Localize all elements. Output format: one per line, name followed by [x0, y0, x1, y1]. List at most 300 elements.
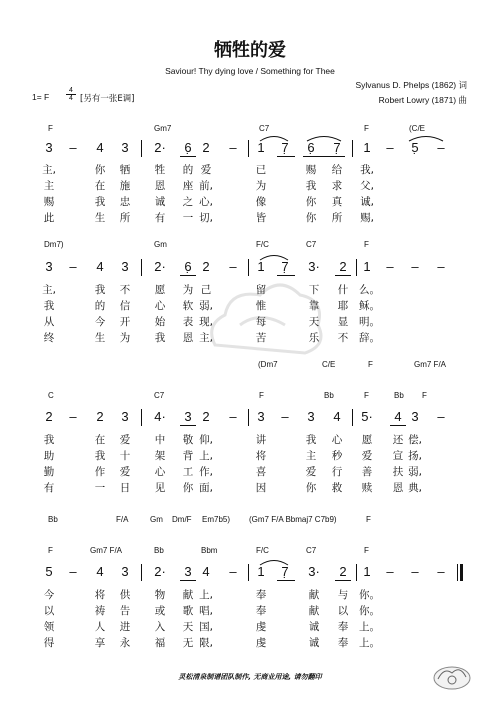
note: 3 — [121, 140, 129, 155]
note: 5̣ — [411, 140, 419, 155]
note: 6̣ — [184, 140, 192, 155]
lyric: 勤 — [43, 466, 55, 478]
lyric: 始 — [154, 316, 166, 328]
chord: Gm — [154, 240, 167, 249]
beam — [180, 580, 196, 581]
bar-line — [141, 409, 142, 426]
song-subtitle: Saviour! Thy dying love / Something for Thee — [165, 66, 335, 76]
lyric: 仰, — [199, 434, 213, 446]
lyric: 弱, — [199, 300, 213, 312]
lyric: 终 — [43, 332, 55, 344]
chord: C7 — [259, 124, 270, 133]
chord: F — [364, 124, 369, 133]
note: 6̣ — [307, 140, 315, 155]
lyric: 为 — [182, 284, 194, 296]
lyric: 行 — [331, 466, 343, 478]
bar-line — [141, 564, 142, 581]
lyric: 辞。 — [359, 332, 380, 344]
note: 3 — [257, 409, 265, 424]
chord: F/C — [256, 240, 269, 249]
lyric: 爱 — [305, 466, 317, 478]
lyric: 唱, — [199, 605, 213, 617]
note: 3· — [308, 259, 320, 274]
lyric: 心 — [154, 300, 166, 312]
note: 6̣ — [184, 259, 192, 274]
lyric: 生 — [94, 332, 106, 344]
lyric: 今 — [94, 316, 106, 328]
lyric: 我 — [154, 332, 166, 344]
chord: C7 — [306, 546, 317, 555]
lyric: 为 — [119, 332, 131, 344]
note: 5· — [361, 409, 373, 424]
lyric: 生 — [94, 212, 106, 224]
lyric: 从 — [43, 316, 55, 328]
note: – — [411, 564, 419, 579]
chord: Gm7 F/A — [90, 546, 123, 555]
lyric: 心 — [154, 466, 166, 478]
lyric: 的 — [182, 164, 194, 176]
bar-line — [141, 259, 142, 276]
note: 3 — [45, 259, 53, 274]
lyric: 背 — [182, 450, 194, 462]
note: 4 — [202, 564, 210, 579]
slur — [305, 133, 343, 143]
note: – — [69, 564, 77, 579]
note: – — [229, 140, 237, 155]
note: 7̣ — [281, 140, 289, 155]
lyric: 讲 — [255, 434, 267, 446]
lyric: 牲 — [154, 164, 166, 176]
lyric: 爱 — [119, 466, 131, 478]
chord: C7 — [154, 391, 165, 400]
chord: Bb — [324, 391, 334, 400]
lyric: 开 — [119, 316, 131, 328]
team-logo-icon — [432, 661, 472, 691]
note: 1 — [363, 140, 371, 155]
lyric: 助 — [43, 450, 55, 462]
lyric: 你 — [182, 482, 194, 494]
key-signature: 1= F — [32, 92, 50, 102]
note: – — [386, 564, 394, 579]
lyric: 歌 — [182, 605, 194, 617]
lyric: 己 — [200, 284, 212, 296]
lyric: 表 — [182, 316, 194, 328]
note: 3· — [308, 564, 320, 579]
lyric: 在 — [94, 180, 106, 192]
alt-chord: (Gm7 F/A Bbmaj7 C7b9) — [249, 515, 337, 524]
lyric: 赐 — [43, 196, 55, 208]
lyric: 切, — [199, 212, 213, 224]
note: 2· — [154, 140, 166, 155]
lyric: 诚 — [154, 196, 166, 208]
time-signature — [66, 87, 76, 102]
lyric: 供 — [119, 589, 131, 601]
bar-line — [356, 259, 357, 276]
lyric: 限, — [199, 637, 213, 649]
chord: F — [422, 391, 427, 400]
lyric: 留 — [255, 284, 267, 296]
lyric: 工 — [182, 466, 194, 478]
lyric: 今 — [43, 589, 55, 601]
note: 2 — [202, 259, 210, 274]
note: 3 — [184, 564, 192, 579]
note: 3 — [121, 409, 129, 424]
chord: Bb — [394, 391, 404, 400]
lyric: 奉 — [255, 589, 267, 601]
bar-line — [248, 564, 249, 581]
lyric: 赐, — [360, 212, 374, 224]
lyric: 诚 — [308, 621, 320, 633]
note: 2 — [339, 259, 347, 274]
note: – — [229, 409, 237, 424]
lyric: 享 — [94, 637, 106, 649]
lyric: 我, — [360, 164, 374, 176]
lyric: 一 — [182, 212, 194, 224]
lyric: 天 — [182, 621, 194, 633]
note: – — [281, 409, 289, 424]
lyric: 你。 — [359, 605, 380, 617]
note: 3 — [121, 259, 129, 274]
lyric: 上, — [199, 589, 213, 601]
note: – — [411, 259, 419, 274]
lyric: 恩 — [154, 180, 166, 192]
lyric: 主, — [199, 332, 213, 344]
note: 4 — [394, 409, 402, 424]
lyric: 诚 — [308, 637, 320, 649]
note: – — [229, 259, 237, 274]
note: – — [437, 564, 445, 579]
lyric: 我 — [43, 300, 55, 312]
lyric: 爱 — [361, 450, 373, 462]
note: 4 — [96, 140, 104, 155]
chord: F — [364, 546, 369, 555]
lyric: 我 — [94, 450, 106, 462]
lyric: 显 — [337, 316, 349, 328]
lyric: 不 — [337, 332, 349, 344]
note: 5 — [45, 564, 53, 579]
note: 3 — [184, 409, 192, 424]
lyric: 的 — [94, 300, 106, 312]
lyric: 我 — [94, 196, 106, 208]
slur — [258, 557, 290, 567]
lyricist-credit: Sylvanus D. Phelps (1862) 词 — [355, 80, 467, 90]
lyric: 施 — [119, 180, 131, 192]
alt-chord: F/A — [116, 515, 129, 524]
lyric: 偿, — [408, 434, 422, 446]
alt-chord: Gm7 F/A — [414, 360, 447, 369]
lyric: 还 — [392, 434, 404, 446]
lyric: 我 — [43, 434, 55, 446]
lyric: 真 — [331, 196, 343, 208]
lyric: 天 — [308, 316, 320, 328]
lyric: 中 — [154, 434, 166, 446]
note: 7̣ — [333, 140, 341, 155]
slur — [258, 133, 290, 143]
note: – — [229, 564, 237, 579]
note: 1 — [257, 564, 265, 579]
lyric: 无 — [182, 637, 194, 649]
lyric: 什 — [337, 284, 349, 296]
chord: F — [48, 124, 53, 133]
lyric: 日 — [119, 482, 131, 494]
beam — [180, 156, 196, 157]
alt-chord: Dm/F — [172, 515, 192, 524]
lyric: 此 — [43, 212, 55, 224]
lyric: 面, — [199, 482, 213, 494]
slur — [258, 252, 290, 262]
lyric: 物 — [154, 589, 166, 601]
lyric: 现, — [199, 316, 213, 328]
note: – — [386, 259, 394, 274]
lyric: 赐 — [305, 164, 317, 176]
beam — [277, 275, 295, 276]
note: 3 — [411, 409, 419, 424]
composer-credit: Robert Lowry (1871) 曲 — [378, 95, 467, 105]
lyric: 座 — [182, 180, 194, 192]
lyric: 永 — [119, 637, 131, 649]
note: 2 — [96, 409, 104, 424]
bar-line — [248, 259, 249, 276]
lyric: 十 — [119, 450, 131, 462]
lyric: 善 — [361, 466, 373, 478]
note: 2 — [202, 140, 210, 155]
lyric: 奉 — [337, 637, 349, 649]
chord: F — [48, 546, 53, 555]
lyric: 么。 — [359, 284, 380, 296]
beam — [303, 156, 345, 157]
lyric: 主, — [42, 164, 56, 176]
lyric: 国, — [199, 621, 213, 633]
alt-chord: F — [368, 360, 373, 369]
note: 2 — [339, 564, 347, 579]
lyric: 皆 — [255, 212, 267, 224]
lyric: 给 — [331, 164, 343, 176]
bar-line — [356, 564, 357, 581]
lyric: 以 — [337, 605, 349, 617]
lyric: 典, — [408, 482, 422, 494]
lyric: 奉 — [337, 621, 349, 633]
lyric: 宣 — [392, 450, 404, 462]
lyric: 软 — [182, 300, 194, 312]
lyric: 你。 — [359, 589, 380, 601]
lyric: 忠 — [119, 196, 131, 208]
alt-chord: F — [366, 515, 371, 524]
lyric: 一 — [94, 482, 106, 494]
lyric: 有 — [154, 212, 166, 224]
time-signature-top: 4 — [69, 87, 73, 94]
lyric: 下 — [308, 284, 320, 296]
note: 3 — [121, 564, 129, 579]
lyric: 将 — [94, 589, 106, 601]
chord: Bbm — [201, 546, 218, 555]
alt-chord: C/E — [322, 360, 336, 369]
chord: C — [48, 391, 54, 400]
lyric: 诚, — [360, 196, 374, 208]
beam — [335, 580, 351, 581]
chord: F — [364, 240, 369, 249]
lyric: 上, — [199, 450, 213, 462]
lyric: 耶 — [337, 300, 349, 312]
lyric: 已 — [255, 164, 267, 176]
lyric: 像 — [255, 196, 267, 208]
note: 1 — [363, 564, 371, 579]
note: 2· — [154, 259, 166, 274]
alt-chord: Gm — [150, 515, 163, 524]
lyric: 福 — [154, 637, 166, 649]
lyric: 爱 — [200, 164, 212, 176]
note: – — [69, 259, 77, 274]
note: – — [437, 140, 445, 155]
chord: Bb — [154, 546, 164, 555]
lyric: 弱, — [408, 466, 422, 478]
lyric: 愿 — [361, 434, 373, 446]
lyric: 因 — [255, 482, 267, 494]
lyric: 乐 — [308, 332, 320, 344]
lyric: 进 — [119, 621, 131, 633]
lyric: 救 — [331, 482, 343, 494]
lyric: 献 — [308, 605, 320, 617]
lyric: 上。 — [359, 621, 380, 633]
lyric: 献 — [182, 589, 194, 601]
chord: F/C — [256, 546, 269, 555]
note: – — [437, 409, 445, 424]
note: 1 — [257, 259, 265, 274]
note: 4 — [333, 409, 341, 424]
lyric: 靠 — [308, 300, 320, 312]
lyric: 扶 — [392, 466, 404, 478]
beam — [277, 156, 295, 157]
lyric: 我 — [305, 434, 317, 446]
alt-chord: Em7b5) — [202, 515, 231, 524]
chord: F — [364, 391, 369, 400]
lyric: 入 — [154, 621, 166, 633]
beam — [277, 580, 295, 581]
lyric: 得 — [43, 637, 55, 649]
lyric: 有 — [43, 482, 55, 494]
lyric: 以 — [43, 605, 55, 617]
lyric: 你 — [305, 212, 317, 224]
note: – — [437, 259, 445, 274]
lyric: 将 — [255, 450, 267, 462]
lyric: 所 — [119, 212, 131, 224]
time-signature-bottom: 4 — [66, 94, 76, 102]
lyric: 求 — [331, 180, 343, 192]
final-bar-line-thick — [460, 564, 463, 581]
note: 2 — [45, 409, 53, 424]
lyric: 为 — [255, 180, 267, 192]
note: 3 — [45, 140, 53, 155]
lyric: 领 — [43, 621, 55, 633]
chord: C7 — [306, 240, 317, 249]
note: 4· — [154, 409, 166, 424]
alternate-key-note: [另有一张E调] — [80, 94, 135, 104]
bar-line — [352, 140, 353, 157]
note: 7̣ — [281, 259, 289, 274]
final-bar-line-thin — [457, 564, 458, 581]
note: 2· — [154, 564, 166, 579]
lyric: 奉 — [255, 605, 267, 617]
lyric: 赎 — [361, 482, 373, 494]
lyric: 所 — [331, 212, 343, 224]
lyric: 你 — [305, 482, 317, 494]
lyric: 愿 — [154, 284, 166, 296]
note: 4 — [96, 259, 104, 274]
beam — [335, 275, 351, 276]
note: – — [386, 140, 394, 155]
lyric: 作 — [94, 466, 106, 478]
lyric: 敬 — [182, 434, 194, 446]
note: – — [69, 409, 77, 424]
lyric: 虔 — [255, 637, 267, 649]
beam — [390, 425, 406, 426]
bar-line — [248, 140, 249, 157]
lyric: 见 — [154, 482, 166, 494]
lyric: 喜 — [255, 466, 267, 478]
note: 1 — [257, 140, 265, 155]
lyric: 爱 — [119, 434, 131, 446]
lyric: 我 — [94, 284, 106, 296]
beam — [180, 275, 196, 276]
lyric: 主, — [42, 284, 56, 296]
lyric: 苦 — [255, 332, 267, 344]
lyric: 之 — [182, 196, 194, 208]
note: 3 — [307, 409, 315, 424]
alt-chord: Bb — [48, 515, 58, 524]
chord: Dm7) — [44, 240, 64, 249]
lyric: 虔 — [255, 621, 267, 633]
lyric: 你 — [305, 196, 317, 208]
note: 7̣ — [281, 564, 289, 579]
bar-line — [141, 140, 142, 157]
note: 2 — [202, 409, 210, 424]
lyric: 我 — [305, 180, 317, 192]
lyric: 明。 — [359, 316, 380, 328]
lyric: 不 — [119, 284, 131, 296]
lyric: 作, — [199, 466, 213, 478]
footer-note: 灵松清泉制谱团队制作, 无商业用途, 请勿翻印 — [178, 673, 322, 681]
lyric: 恩 — [182, 332, 194, 344]
slur — [407, 133, 445, 143]
lyric: 祷 — [94, 605, 106, 617]
lyric: 上。 — [359, 637, 380, 649]
lyric: 或 — [154, 605, 166, 617]
chord: Gm7 — [154, 124, 172, 133]
note: 1 — [363, 259, 371, 274]
lyric: 信 — [119, 300, 131, 312]
lyric: 稣。 — [359, 300, 380, 312]
lyric: 惟 — [255, 300, 267, 312]
note: – — [69, 140, 77, 155]
song-title: 牺牲的爱 — [214, 40, 286, 61]
lyric: 人 — [94, 621, 106, 633]
lyric: 心, — [199, 196, 213, 208]
bar-line — [248, 409, 249, 426]
lyric: 主 — [43, 180, 55, 192]
lyric: 主 — [305, 450, 317, 462]
lyric: 扬, — [408, 450, 422, 462]
lyric: 献 — [308, 589, 320, 601]
lyric: 告 — [119, 605, 131, 617]
note: 4 — [96, 564, 104, 579]
bar-line — [352, 409, 353, 426]
lyric: 你 — [94, 164, 106, 176]
lyric: 前, — [199, 180, 213, 192]
lyric: 心 — [331, 434, 343, 446]
lyric: 父, — [360, 180, 374, 192]
lyric: 每 — [255, 316, 267, 328]
lyric: 恩 — [392, 482, 404, 494]
chord: (C/E — [409, 124, 425, 133]
